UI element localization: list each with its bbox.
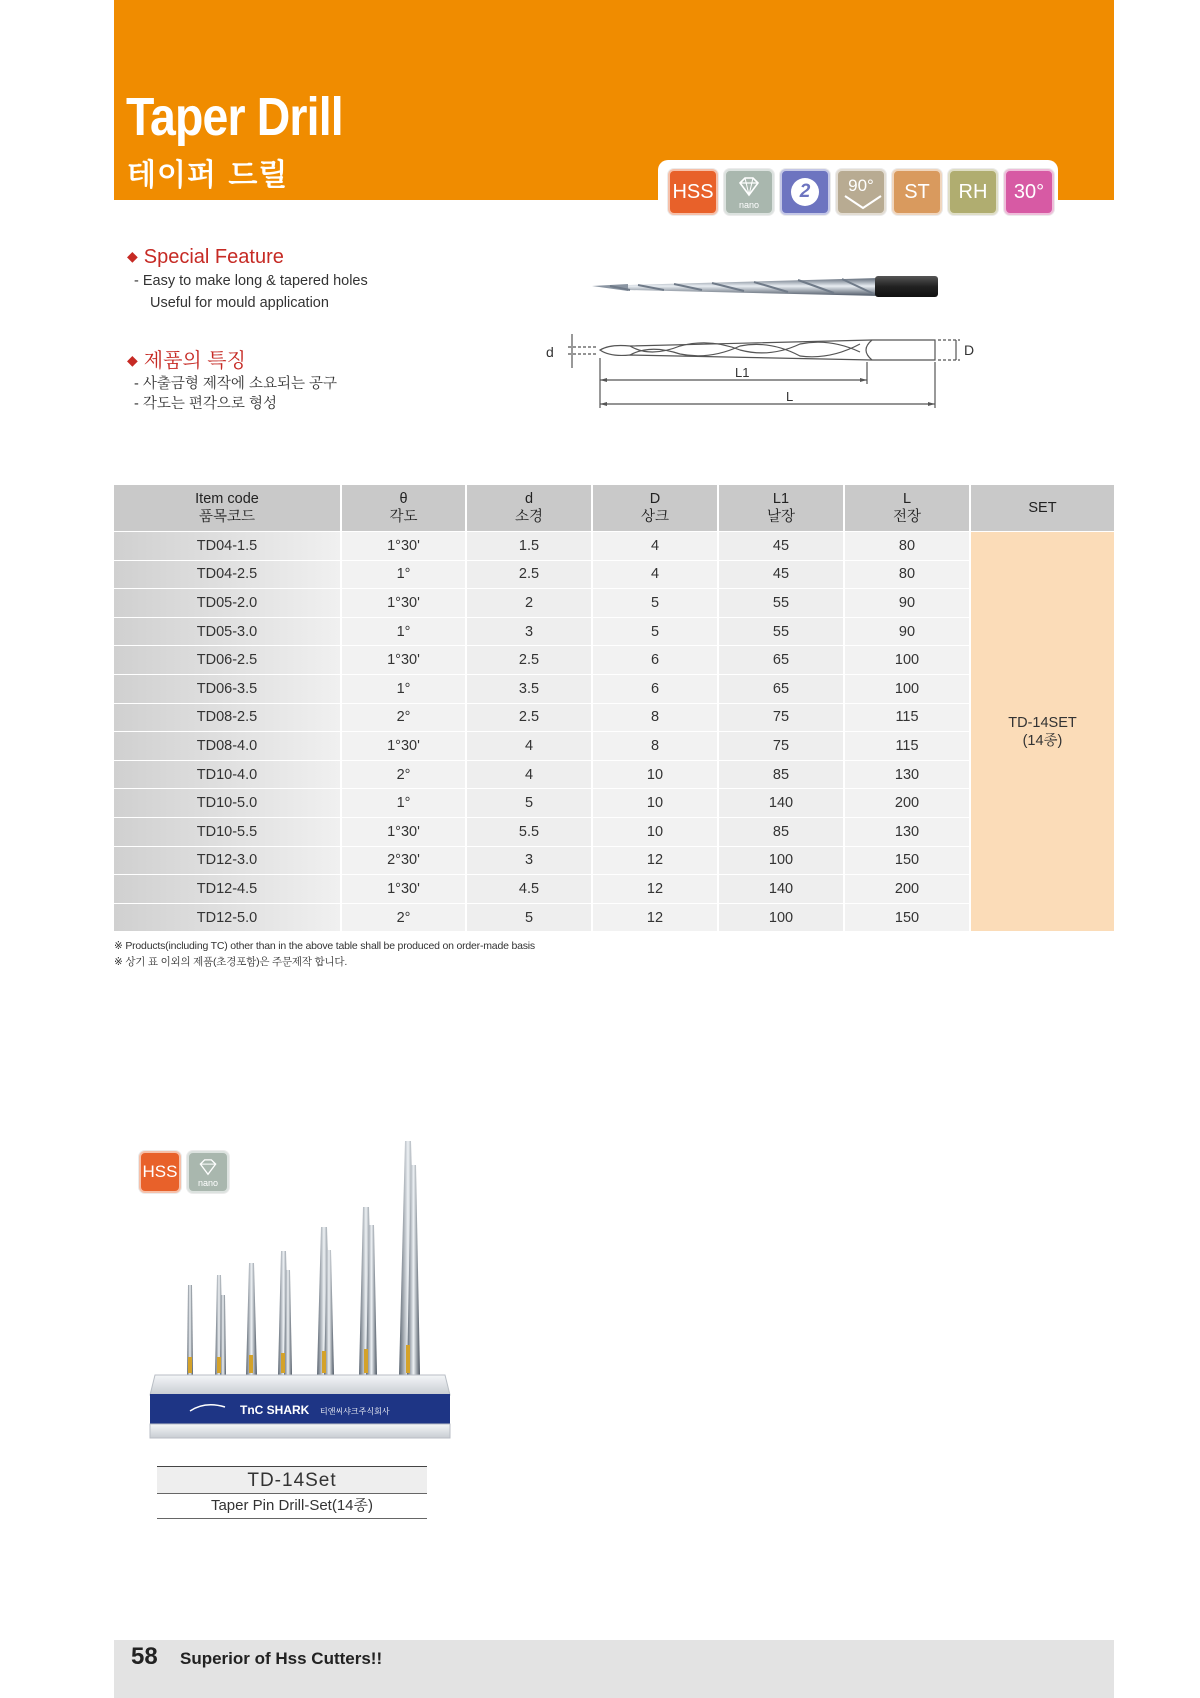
feature-ko-title: ◆ 제품의 특징 (127, 350, 246, 372)
set-cell (971, 531, 1114, 931)
set-caption (157, 1466, 427, 1519)
value-cell: 55 (719, 617, 845, 646)
table-header-row (114, 485, 1114, 531)
value-cell: 75 (719, 703, 845, 732)
item-code-cell: TD10-5.0 (114, 788, 342, 817)
page-number: 58 (131, 1643, 158, 1670)
value-cell: 2° (342, 760, 467, 789)
item-code-cell: TD04-2.5 (114, 560, 342, 589)
value-cell: 1°30' (342, 874, 467, 903)
value-cell: 140 (719, 874, 845, 903)
col-shank: D 상크 (593, 485, 719, 531)
value-cell: 100 (845, 674, 971, 703)
feature-en-line: - Easy to make long & tapered holes (134, 273, 368, 289)
item-code-cell: TD08-4.0 (114, 731, 342, 760)
value-cell: 4 (467, 731, 593, 760)
table-row (114, 731, 1114, 760)
feature-ko-line: - 각도는 편각으로 형성 (134, 396, 277, 412)
item-code-cell: TD06-3.5 (114, 674, 342, 703)
value-cell: 1.5 (467, 531, 593, 560)
acrylic-stand (150, 1375, 450, 1438)
value-cell: 4.5 (467, 874, 593, 903)
spec-badges (668, 169, 1054, 215)
value-cell: 8 (593, 731, 719, 760)
item-code-cell: TD12-4.5 (114, 874, 342, 903)
value-cell: 2.5 (467, 645, 593, 674)
item-code-cell: TD06-2.5 (114, 645, 342, 674)
table-row (114, 674, 1114, 703)
feature-ko-line: - 사출금형 제작에 소요되는 공구 (134, 376, 338, 392)
point-angle-90-badge: 90° (836, 169, 886, 215)
table-row (114, 846, 1114, 875)
drill-photo (592, 276, 938, 297)
value-cell: 1°30' (342, 817, 467, 846)
value-cell: 75 (719, 731, 845, 760)
value-cell: 100 (719, 903, 845, 932)
value-cell: 3 (467, 617, 593, 646)
note-ko: ※ 상기 표 이외의 제품(초경포함)은 주문제작 합니다. (114, 956, 348, 968)
drill-set-photo (145, 1135, 455, 1450)
value-cell: 1°30' (342, 588, 467, 617)
value-cell: 115 (845, 703, 971, 732)
value-cell: 65 (719, 674, 845, 703)
col-small-dia: d 소경 (467, 485, 593, 531)
value-cell: 1° (342, 560, 467, 589)
value-cell: 45 (719, 531, 845, 560)
dim-L1-label: L1 (735, 365, 750, 380)
value-cell: 10 (593, 817, 719, 846)
table-row (114, 703, 1114, 732)
value-cell: 2° (342, 903, 467, 932)
item-code-cell: TD05-3.0 (114, 617, 342, 646)
nano-diamond-icon: nano (187, 1151, 229, 1193)
hss-badge: HSS (139, 1151, 181, 1193)
value-cell: 6 (593, 674, 719, 703)
value-cell: 45 (719, 560, 845, 589)
dim-D-label: D (964, 342, 975, 358)
value-cell: 5 (467, 788, 593, 817)
value-cell: 12 (593, 903, 719, 932)
value-cell: 55 (719, 588, 845, 617)
value-cell: 3 (467, 846, 593, 875)
value-cell: 140 (719, 788, 845, 817)
value-cell: 5 (593, 588, 719, 617)
value-cell: 130 (845, 817, 971, 846)
value-cell: 12 (593, 874, 719, 903)
value-cell: 150 (845, 846, 971, 875)
value-cell: 150 (845, 903, 971, 932)
page-title: Taper Drill (126, 87, 343, 147)
col-overall-length: L 전장 (845, 485, 971, 531)
table-row (114, 903, 1114, 932)
dim-L-label: L (786, 389, 794, 404)
table-row (114, 645, 1114, 674)
table-row (114, 788, 1114, 817)
two-flute-icon: 2 (780, 169, 830, 215)
item-code-cell: TD08-2.5 (114, 703, 342, 732)
right-hand-badge: RH (948, 169, 998, 215)
value-cell: 115 (845, 731, 971, 760)
item-code-cell: TD05-2.0 (114, 588, 342, 617)
page-subtitle: 테이퍼 드릴 (127, 158, 289, 193)
value-cell: 1°30' (342, 645, 467, 674)
value-cell: 1°30' (342, 531, 467, 560)
item-code-cell: TD12-5.0 (114, 903, 342, 932)
value-cell: 90 (845, 617, 971, 646)
table-row (114, 617, 1114, 646)
value-cell: 1° (342, 617, 467, 646)
value-cell: 5 (593, 617, 719, 646)
value-cell: 80 (845, 531, 971, 560)
set-description: Taper Pin Drill-Set(14종) (157, 1494, 427, 1519)
table-row (114, 560, 1114, 589)
spec-table (114, 485, 1114, 931)
value-cell: 100 (845, 645, 971, 674)
value-cell: 10 (593, 760, 719, 789)
taper-drill-drawing (546, 268, 1010, 418)
footer-slogan: Superior of Hss Cutters!! (180, 1649, 383, 1668)
set-name-label: TD-14SET (1008, 714, 1077, 731)
value-cell: 8 (593, 703, 719, 732)
straight-shank-badge: ST (892, 169, 942, 215)
value-cell: 2.5 (467, 560, 593, 589)
drill-outline (568, 334, 960, 408)
note-en: ※ Products(including TC) other than in the above table shall be produced on order-made basis (114, 940, 535, 952)
dim-d-label: d (546, 344, 554, 360)
table-row (114, 588, 1114, 617)
col-flute-length: L1 날장 (719, 485, 845, 531)
stand-brand: TnC SHARK (240, 1403, 310, 1417)
col-item-code: Item code 품목코드 (114, 485, 342, 531)
value-cell: 90 (845, 588, 971, 617)
item-code-cell: TD10-5.5 (114, 817, 342, 846)
value-cell: 1° (342, 788, 467, 817)
value-cell: 2° (342, 703, 467, 732)
table-row (114, 760, 1114, 789)
feature-en-title: ◆ Special Feature (127, 246, 284, 268)
feature-en-line: Useful for mould application (150, 295, 329, 311)
value-cell: 4 (593, 560, 719, 589)
table-row (114, 874, 1114, 903)
hss-badge: HSS (668, 169, 718, 215)
item-code-cell: TD04-1.5 (114, 531, 342, 560)
helix-30-badge: 30° (1004, 169, 1054, 215)
item-code-cell: TD12-3.0 (114, 846, 342, 875)
value-cell: 3.5 (467, 674, 593, 703)
item-code-cell: TD10-4.0 (114, 760, 342, 789)
value-cell: 5 (467, 903, 593, 932)
value-cell: 100 (719, 846, 845, 875)
value-cell: 2 (467, 588, 593, 617)
col-set: SET (971, 485, 1114, 531)
value-cell: 4 (593, 531, 719, 560)
value-cell: 10 (593, 788, 719, 817)
stand-brand-ko: 티앤씨샤크주식회사 (320, 1407, 390, 1416)
value-cell: 65 (719, 645, 845, 674)
table-row (114, 817, 1114, 846)
value-cell: 80 (845, 560, 971, 589)
set-name: TD-14Set (157, 1466, 427, 1494)
drill-bits (187, 1141, 420, 1375)
table-row (114, 531, 1114, 560)
value-cell: 5.5 (467, 817, 593, 846)
value-cell: 1° (342, 674, 467, 703)
nano-diamond-icon: nano (724, 169, 774, 215)
value-cell: 6 (593, 645, 719, 674)
value-cell: 2.5 (467, 703, 593, 732)
set-count-label: (14종) (1022, 732, 1063, 749)
value-cell: 85 (719, 760, 845, 789)
value-cell: 1°30' (342, 731, 467, 760)
value-cell: 85 (719, 817, 845, 846)
col-angle: θ 각도 (342, 485, 467, 531)
value-cell: 12 (593, 846, 719, 875)
value-cell: 4 (467, 760, 593, 789)
value-cell: 200 (845, 874, 971, 903)
value-cell: 2°30' (342, 846, 467, 875)
value-cell: 130 (845, 760, 971, 789)
value-cell: 200 (845, 788, 971, 817)
